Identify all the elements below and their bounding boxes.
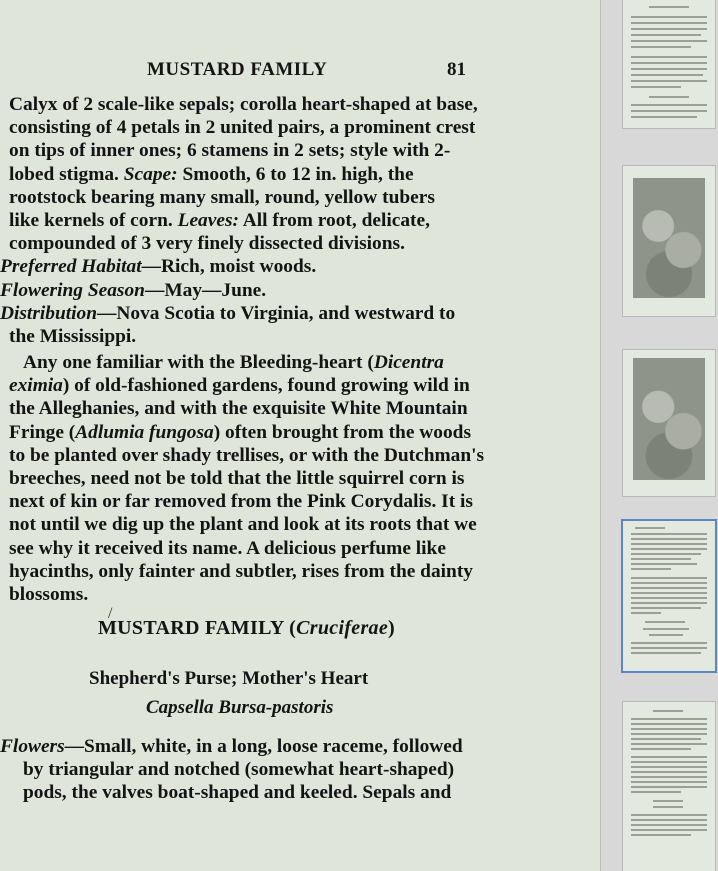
thumb-text-line: [631, 56, 707, 58]
desc-text: All from root, delicate,: [242, 210, 430, 232]
thumb-text-line: [631, 28, 707, 30]
para-line: [9, 374, 595, 397]
thumb-text-line: [631, 568, 671, 570]
thumb-text-line: [631, 553, 701, 555]
para-line: see why it received its name. A delicious perfume like: [9, 537, 446, 559]
thumb-text-line: [631, 68, 707, 70]
thumb-text-line: [649, 634, 683, 636]
thumb-text-line: [635, 527, 665, 529]
thumb-text-line: [631, 116, 697, 118]
thumb-text-line: [631, 104, 707, 106]
thumb-illustration: [633, 178, 705, 298]
thumb-text-line: [631, 814, 707, 816]
thumb-text-line: [631, 577, 707, 579]
thumb-text-line: [631, 46, 691, 48]
thumb-text-line: [631, 738, 701, 740]
thumb-page-plate-1[interactable]: [623, 166, 715, 316]
desc-line: [9, 163, 595, 186]
section-heading-text: MUSTARD FAMILY (: [98, 617, 297, 639]
thumb-text-line: [631, 538, 707, 540]
desc-line: rootstock bearing many small, round, yellow tubers: [9, 186, 435, 208]
thumb-text-line: [631, 743, 707, 745]
habitat-label: Preferred Habitat: [0, 256, 142, 278]
leaves-label: Leaves:: [177, 210, 239, 232]
habitat-text: —Rich, moist woods.: [141, 256, 317, 278]
scape-label: Scape:: [123, 163, 178, 185]
para-line: breeches, need not be told that the little squirrel corn is: [9, 468, 465, 490]
thumb-text-line: [653, 800, 683, 802]
thumb-text-line: [631, 62, 707, 64]
narrative-paragraph: [9, 351, 595, 606]
para-text: ) often brought from the woods: [213, 421, 472, 443]
distribution-label: Distribution: [0, 302, 97, 324]
thumb-text-line: [631, 582, 707, 584]
thumb-text-line: [631, 723, 707, 725]
thumb-text-line: [653, 710, 683, 712]
para-line: the Alleghanies, and with the exquisite White Mountain: [9, 398, 468, 420]
desc-text: like kernels of corn.: [9, 210, 173, 232]
running-title: MUSTARD FAMILY: [147, 59, 328, 80]
thumb-text-line: [631, 533, 707, 535]
section-heading: [98, 617, 395, 640]
thumb-text-line: [631, 819, 707, 821]
thumb-text-line: [631, 602, 707, 604]
distribution-line: [0, 302, 595, 325]
thumb-text-line: [631, 74, 703, 76]
season-line: [0, 279, 595, 302]
stray-mark: /: [108, 605, 113, 622]
thumb-text-line: [631, 733, 707, 735]
thumb-text-line: [643, 628, 689, 630]
latin-name-heading: Capsella Bursa-pastoris: [146, 697, 334, 718]
thumb-text-line: [631, 22, 707, 24]
common-name-heading: Shepherd's Purse; Mother's Heart: [89, 668, 369, 689]
para-line: not until we dig up the plant and look at its roots that we: [9, 514, 477, 536]
thumb-text-line: [631, 587, 707, 589]
thumb-text-line: [631, 728, 707, 730]
distribution-text: —Nova Scotia to Virginia, and westward to: [97, 302, 456, 324]
para-line: [9, 351, 595, 374]
flowers-text: —Small, white, in a long, loose raceme, followed: [64, 736, 463, 757]
thumbnail-sidebar[interactable]: [600, 0, 718, 871]
para-line: to be planted over shady trellises, or with the Dutchman's: [9, 444, 485, 466]
thumb-text-line: [653, 806, 683, 808]
season-text: —May—June.: [144, 279, 267, 301]
thumb-page-81[interactable]: [623, 521, 715, 671]
thumb-text-line: [631, 80, 707, 82]
para-line: next of kin or far removed from the Pink Corydalis. It is: [9, 491, 473, 513]
habitat-line: [0, 255, 595, 278]
thumb-text-line: [631, 834, 691, 836]
section-heading-latin: Cruciferae: [296, 617, 389, 639]
thumb-text-line: [631, 776, 707, 778]
thumb-text-line: [631, 791, 681, 793]
description-block: [0, 93, 595, 348]
thumb-text-line: [631, 612, 661, 614]
thumb-text-line: [631, 592, 707, 594]
thumb-text-line: [631, 563, 697, 565]
desc-line: [9, 209, 595, 232]
thumb-page-text-1[interactable]: [623, 0, 715, 128]
page-number: 81: [447, 59, 466, 80]
desc-line: on tips of inner ones; 6 stamens in 2 sets; style with 2-: [9, 140, 451, 162]
flowers-label: Flowers: [0, 736, 65, 757]
thumb-text-line: [631, 597, 707, 599]
thumb-text-line: [631, 607, 701, 609]
thumb-text-line: [631, 756, 707, 758]
thumb-text-line: [631, 766, 707, 768]
desc-line: Calyx of 2 scale-like sepals; corolla heart-shaped at base,: [9, 94, 478, 115]
desc-line: compounded of 3 very finely dissected divisions.: [9, 233, 405, 255]
desc-text: Smooth, 6 to 12 in. high, the: [182, 163, 414, 185]
thumb-text-line: [631, 748, 691, 750]
para-line: [9, 421, 595, 444]
thumb-illustration: [633, 358, 705, 480]
thumb-text-line: [631, 548, 707, 550]
thumb-text-line: [631, 718, 707, 720]
thumb-text-line: [631, 786, 707, 788]
thumb-text-line: [631, 110, 707, 112]
thumb-text-line: [631, 829, 707, 831]
thumb-text-line: [645, 621, 685, 623]
flowers-line: pods, the valves boat-shaped and keeled. Sepals and: [23, 782, 452, 804]
para-text: Fringe (: [9, 421, 76, 443]
season-label: Flowering Season: [0, 279, 145, 301]
thumb-text-line: [631, 781, 707, 783]
para-line: hyacinths, only fainter and subtler, rises from the dainty: [9, 560, 473, 582]
desc-line: consisting of 4 petals in 2 united pairs, a prominent crest: [9, 117, 476, 139]
thumb-text-line: [631, 86, 681, 88]
para-text: ) of old-fashioned gardens, found growing wild in: [62, 375, 470, 397]
thumb-text-line: [631, 642, 707, 644]
para-italic: eximia: [9, 375, 63, 397]
para-text: Any one familiar with the Bleeding-heart (: [23, 352, 374, 373]
para-italic: Adlumia fungosa: [75, 421, 214, 443]
flowers-description: [0, 735, 595, 805]
section-heading-close: ): [388, 617, 395, 639]
desc-text: lobed stigma.: [9, 163, 119, 185]
para-italic: Dicentra: [373, 352, 444, 373]
thumb-text-line: [631, 558, 691, 560]
thumb-page-text-2[interactable]: [623, 702, 715, 871]
thumb-text-line: [631, 652, 701, 654]
thumb-text-line: [631, 647, 707, 649]
thumb-text-line: [649, 6, 689, 8]
thumb-text-line: [631, 543, 707, 545]
page-header: [0, 58, 600, 88]
thumb-text-line: [631, 34, 701, 36]
flowers-line: by triangular and notched (somewhat heart-shaped): [23, 759, 455, 781]
thumb-page-plate-2[interactable]: [623, 350, 715, 496]
thumb-text-line: [631, 16, 707, 18]
thumb-text-line: [631, 761, 707, 763]
thumb-text-line: [631, 40, 707, 42]
thumb-text-line: [631, 771, 707, 773]
flowers-line: [0, 735, 595, 758]
para-line: blossoms.: [9, 584, 89, 606]
thumb-text-line: [649, 96, 689, 98]
thumb-text-line: [631, 824, 707, 826]
distribution-line-2: the Mississippi.: [9, 326, 137, 348]
